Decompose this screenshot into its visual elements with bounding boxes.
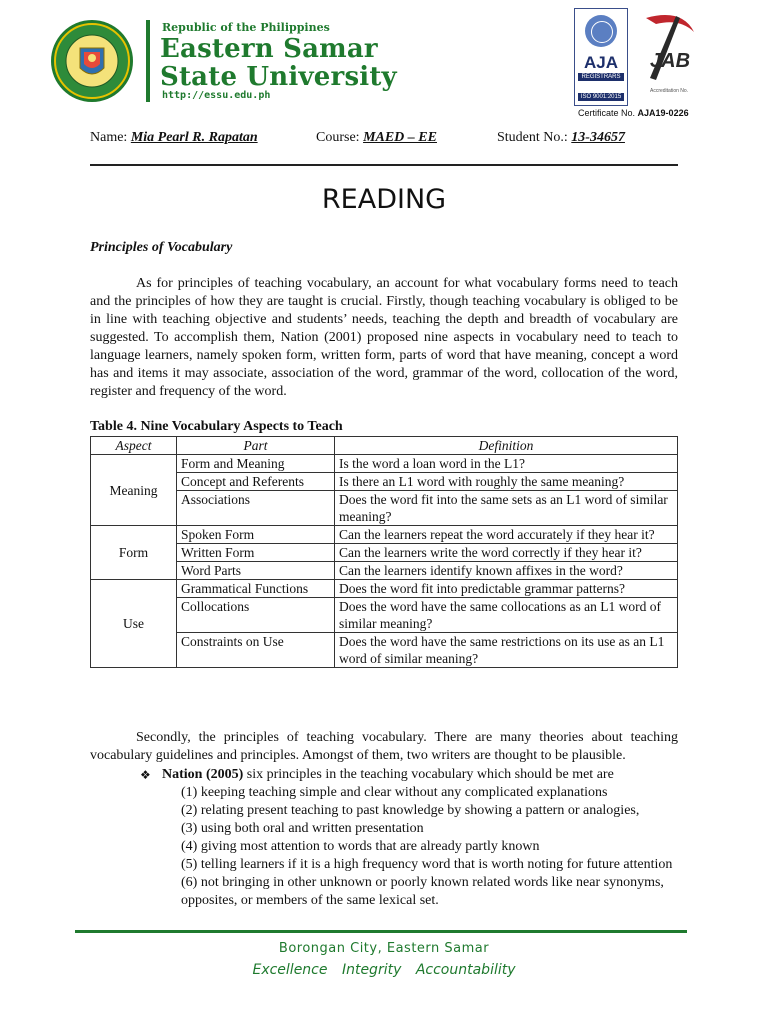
definition-cell: Can the learners write the word correctly if they hear it? bbox=[335, 544, 678, 562]
jab-label: JAB bbox=[650, 50, 691, 72]
list-item: (2) relating present teaching to past knowledge by showing a pattern or analogies, bbox=[181, 803, 640, 818]
course-label: Course: bbox=[316, 130, 360, 145]
principles-list bbox=[181, 784, 681, 910]
aspect-cell: Form bbox=[91, 526, 177, 580]
part-cell: Word Parts bbox=[177, 562, 335, 580]
name-label: Name: bbox=[90, 130, 128, 145]
certificate-label: Certificate No. bbox=[578, 108, 636, 118]
definition-cell: Does the word have the same collocations as an L1 word of similar meaning? bbox=[335, 598, 678, 633]
header-rule bbox=[90, 164, 678, 166]
table-header-aspect: Aspect bbox=[91, 437, 177, 455]
list-item: (6) not bringing in other unknown or poorly known related words like near synonyms, opposites, or members of the same lexical set. bbox=[181, 875, 664, 908]
student-number-value: 13-34657 bbox=[571, 130, 625, 145]
university-name-line2: State University bbox=[160, 62, 397, 92]
section-heading: Principles of Vocabulary bbox=[90, 240, 233, 255]
table-row bbox=[91, 544, 678, 562]
table-caption: Table 4. Nine Vocabulary Aspects to Teach bbox=[90, 419, 343, 434]
table-row bbox=[91, 562, 678, 580]
certificate-number bbox=[578, 108, 689, 118]
list-item: (4) giving most attention to words that are already partly known bbox=[181, 839, 540, 854]
definition-cell: Is the word a loan word in the L1? bbox=[335, 455, 678, 473]
university-name-line1: Eastern Samar bbox=[160, 34, 378, 64]
part-cell: Spoken Form bbox=[177, 526, 335, 544]
university-url[interactable]: http://essu.edu.ph bbox=[162, 90, 271, 101]
part-cell: Grammatical Functions bbox=[177, 580, 335, 598]
aja-certification-badge bbox=[574, 8, 628, 106]
part-cell: Collocations bbox=[177, 598, 335, 633]
table-row bbox=[91, 526, 678, 544]
vocabulary-aspects-table bbox=[90, 436, 678, 668]
part-cell: Concept and Referents bbox=[177, 473, 335, 491]
list-item: (1) keeping teaching simple and clear without any complicated explanations bbox=[181, 785, 608, 800]
table-row bbox=[91, 633, 678, 668]
header-divider bbox=[146, 20, 150, 102]
aspect-cell: Meaning bbox=[91, 455, 177, 526]
definition-cell: Can the learners identify known affixes in the word? bbox=[335, 562, 678, 580]
table-row bbox=[91, 473, 678, 491]
table-row bbox=[91, 455, 678, 473]
accreditation-number-label: Accreditation No. bbox=[650, 88, 689, 94]
paragraph-1: As for principles of teaching vocabulary, an account for what vocabulary forms need to teach and the principles of how they are taught is crucial. Firstly, though teaching vocabulary is obliged to be in line with teaching objective and students’ needs, teaching the depth and breadth of vocabulary are suggested. To accomplish them, Nation (2001) proposed nine aspects in vocabulary need to teach to language learners, namely spoken form, written form, parts of word that have meaning, concept a word has and items it may associate, association of the word, grammar of the word, collocation of the word, register and frequency of the word. bbox=[90, 276, 678, 399]
paragraph-2: Secondly, the principles of teaching vocabulary. There are many theories about teaching vocabulary guidelines and principles. Amongst of them, two writers are thought to be plausible. bbox=[90, 730, 678, 763]
table-header-definition: Definition bbox=[335, 437, 678, 455]
part-cell: Form and Meaning bbox=[177, 455, 335, 473]
definition-cell: Does the word fit into predictable grammar patterns? bbox=[335, 580, 678, 598]
diamond-bullet-icon: ❖ bbox=[140, 768, 151, 782]
motto-integrity: Integrity bbox=[341, 962, 402, 978]
part-cell: Written Form bbox=[177, 544, 335, 562]
list-item: (3) using both oral and written presentation bbox=[181, 821, 424, 836]
student-number-label: Student No.: bbox=[497, 130, 568, 145]
student-number bbox=[497, 130, 625, 146]
aspect-cell: Use bbox=[91, 580, 177, 668]
table-row bbox=[91, 491, 678, 526]
aja-label: AJA bbox=[583, 53, 618, 72]
university-seal-logo bbox=[46, 18, 138, 104]
course-value: MAED – EE bbox=[363, 130, 437, 145]
definition-cell: Is there an L1 word with roughly the same meaning? bbox=[335, 473, 678, 491]
definition-cell: Does the word have the same restrictions on its use as an L1 word of similar meaning? bbox=[335, 633, 678, 668]
bullet-text: six principles in the teaching vocabulary which should be met are bbox=[243, 767, 614, 782]
footer-rule bbox=[75, 930, 687, 933]
table-header-part: Part bbox=[177, 437, 335, 455]
footer-motto bbox=[0, 962, 768, 978]
bullet-lead: Nation (2005) bbox=[162, 767, 244, 782]
bullet-nation-2005 bbox=[140, 766, 614, 784]
definition-cell: Can the learners repeat the word accurately if they hear it? bbox=[335, 526, 678, 544]
motto-accountability: Accountability bbox=[415, 962, 516, 978]
republic-label: Republic of the Philippines bbox=[162, 21, 330, 34]
name-value: Mia Pearl R. Rapatan bbox=[130, 130, 258, 145]
iso-label: ISO 9001:2015 bbox=[578, 93, 624, 101]
motto-excellence: Excellence bbox=[252, 962, 328, 978]
page-title: READING bbox=[321, 184, 447, 215]
list-item: (5) telling learners if it is a high frequency word that is worth noting for future attention bbox=[181, 857, 673, 872]
table-row bbox=[91, 598, 678, 633]
student-course bbox=[316, 130, 437, 146]
part-cell: Constraints on Use bbox=[177, 633, 335, 668]
definition-cell: Does the word fit into the same sets as an L1 word of similar meaning? bbox=[335, 491, 678, 526]
jab-accreditation-logo bbox=[632, 8, 700, 88]
aja-registrars-label: REGISTRARS bbox=[578, 73, 624, 81]
footer-city: Borongan City, Eastern Samar bbox=[278, 941, 490, 956]
student-name bbox=[90, 130, 258, 146]
globe-icon bbox=[585, 15, 617, 47]
certificate-value: AJA19-0226 bbox=[637, 108, 689, 118]
table-row bbox=[91, 580, 678, 598]
part-cell: Associations bbox=[177, 491, 335, 526]
